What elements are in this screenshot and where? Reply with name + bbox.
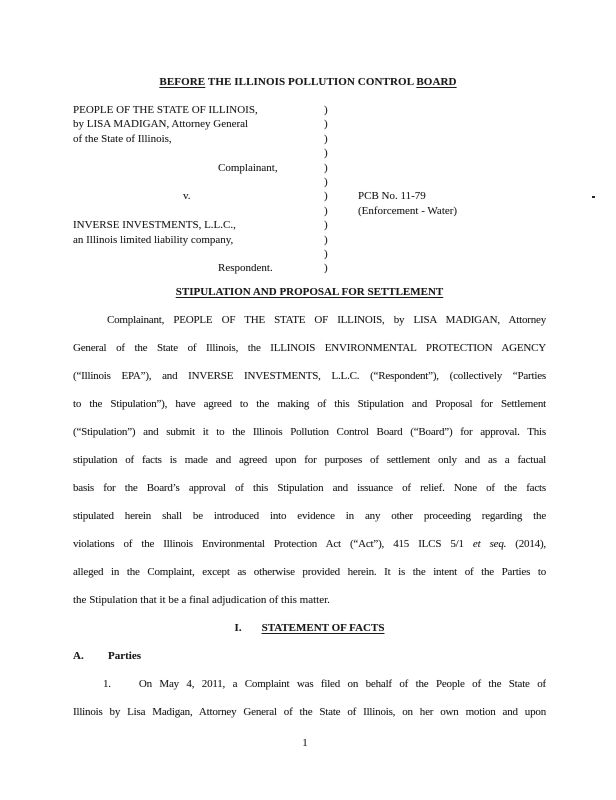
numbered-paragraph-line: Illinois by Lisa Madigan, Attorney General of the State of Illinois, on her own motion and upon bbox=[73, 706, 546, 718]
section-heading bbox=[73, 614, 546, 642]
caption-right-cell bbox=[358, 117, 573, 131]
paragraph-text: On May 4, 2011, a Complaint was filed on behalf of the People of the State of bbox=[138, 678, 546, 690]
scan-speck-artifact bbox=[592, 196, 595, 198]
complainant-name: by LISA MADIGAN, Attorney General bbox=[73, 118, 249, 131]
case-number: PCB No. 11-79 bbox=[358, 190, 426, 203]
respondent-name: INVERSE INVESTMENTS, L.L.C., bbox=[73, 219, 236, 232]
intro-paragraph-line: Complainant, PEOPLE OF THE STATE OF ILLINOIS, by LISA MADIGAN, Attorney bbox=[107, 314, 546, 326]
numbered-paragraph-line bbox=[73, 670, 546, 698]
paragraph-number: 1. bbox=[103, 678, 111, 690]
caption-right-cell bbox=[358, 233, 573, 247]
caption-left-cell bbox=[73, 146, 324, 160]
caption-row bbox=[73, 261, 573, 275]
case-type: (Enforcement - Water) bbox=[358, 204, 458, 217]
complainant-name: PEOPLE OF THE STATE OF ILLINOIS, bbox=[73, 104, 258, 116]
case-caption bbox=[73, 103, 573, 276]
caption-paren: ) bbox=[324, 104, 328, 116]
et-seq-italic: et seq. bbox=[472, 538, 507, 550]
intro-paragraph-line: (“Stipulation”) and submit it to the Illinois Pollution Control Board (“Board”) for approval. This bbox=[73, 426, 546, 438]
section-number: I. bbox=[234, 622, 242, 634]
intro-paragraph-line: General of the State of Illinois, the ILLINOIS ENVIRONMENTAL PROTECTION AGENCY bbox=[73, 342, 546, 354]
intro-paragraph-line: basis for the Board’s approval of this Stipulation and issuance of relief. None of the facts bbox=[73, 482, 546, 494]
statute-citation: violations of the Illinois Environmental Protection Act (“Act”), 415 ILCS 5/1 bbox=[73, 538, 464, 550]
caption-right-cell bbox=[358, 146, 573, 160]
caption-row bbox=[73, 146, 573, 160]
court-title-segment: BOARD bbox=[416, 76, 457, 88]
document-body bbox=[73, 306, 546, 726]
court-title-segment: BEFORE bbox=[159, 76, 206, 88]
caption-right-cell bbox=[358, 218, 573, 232]
caption-right-cell bbox=[358, 161, 573, 175]
caption-paren: ) bbox=[324, 147, 328, 160]
caption-paren: ) bbox=[324, 204, 328, 217]
caption-left-cell bbox=[73, 175, 324, 189]
complainant-designation: Complainant, bbox=[218, 161, 278, 174]
document-title bbox=[73, 286, 546, 298]
caption-paren: ) bbox=[324, 190, 328, 203]
caption-left-cell bbox=[73, 247, 324, 261]
caption-row bbox=[73, 189, 573, 203]
caption-paren: ) bbox=[324, 219, 328, 232]
caption-paren: ) bbox=[324, 118, 328, 131]
court-title bbox=[0, 76, 616, 88]
statute-year: (2014), bbox=[515, 538, 546, 550]
respondent-name: an Illinois limited liability company, bbox=[73, 233, 234, 246]
caption-paren: ) bbox=[324, 132, 328, 145]
subsection-heading bbox=[73, 642, 546, 670]
section-title: STATEMENT OF FACTS bbox=[261, 622, 385, 634]
caption-left-cell bbox=[73, 204, 324, 218]
subsection-label: Parties bbox=[108, 650, 141, 662]
respondent-designation: Respondent. bbox=[218, 262, 273, 275]
intro-paragraph-line: alleged in the Complaint, except as otherwise provided herein. It is the intent of the Parties to bbox=[73, 566, 546, 578]
caption-row bbox=[73, 117, 573, 131]
caption-row bbox=[73, 247, 573, 261]
caption-right-cell bbox=[358, 103, 573, 117]
caption-row bbox=[73, 218, 573, 232]
intro-paragraph-line bbox=[73, 530, 546, 558]
intro-paragraph-line: the Stipulation that it be a final adjudication of this matter. bbox=[73, 594, 330, 606]
document-title-text: STIPULATION AND PROPOSAL FOR SETTLEMENT bbox=[175, 286, 444, 298]
caption-paren: ) bbox=[324, 233, 328, 246]
versus-label: v. bbox=[183, 190, 191, 203]
caption-row bbox=[73, 132, 573, 146]
complainant-name: of the State of Illinois, bbox=[73, 132, 172, 145]
intro-paragraph-line: to the Stipulation”), have agreed to the making of this Stipulation and Proposal for Settlement bbox=[73, 398, 546, 410]
subsection-letter: A. bbox=[73, 650, 84, 662]
page-number: 1 bbox=[302, 737, 308, 749]
caption-right-cell bbox=[358, 261, 573, 275]
caption-row bbox=[73, 161, 573, 175]
caption-right-cell bbox=[358, 132, 573, 146]
caption-row bbox=[73, 233, 573, 247]
intro-paragraph-line: stipulation of facts is made and agreed upon for purposes of settlement only and as a factual bbox=[73, 454, 546, 466]
caption-right-cell bbox=[358, 247, 573, 261]
intro-paragraph-line: (“Illinois EPA”), and INVERSE INVESTMENTS, L.L.C. (“Respondent”), (collectively “Parties bbox=[73, 370, 546, 382]
caption-paren: ) bbox=[324, 262, 328, 275]
caption-row bbox=[73, 175, 573, 189]
caption-paren: ) bbox=[324, 175, 328, 188]
caption-paren: ) bbox=[324, 161, 328, 174]
caption-row bbox=[73, 103, 573, 117]
intro-paragraph-line: stipulated herein shall be introduced into evidence in any other proceeding regarding the bbox=[73, 510, 546, 522]
caption-paren: ) bbox=[324, 247, 328, 260]
caption-row bbox=[73, 204, 573, 218]
court-title-segment: THE ILLINOIS POLLUTION CONTROL bbox=[205, 76, 417, 88]
caption-right-cell bbox=[358, 175, 573, 189]
